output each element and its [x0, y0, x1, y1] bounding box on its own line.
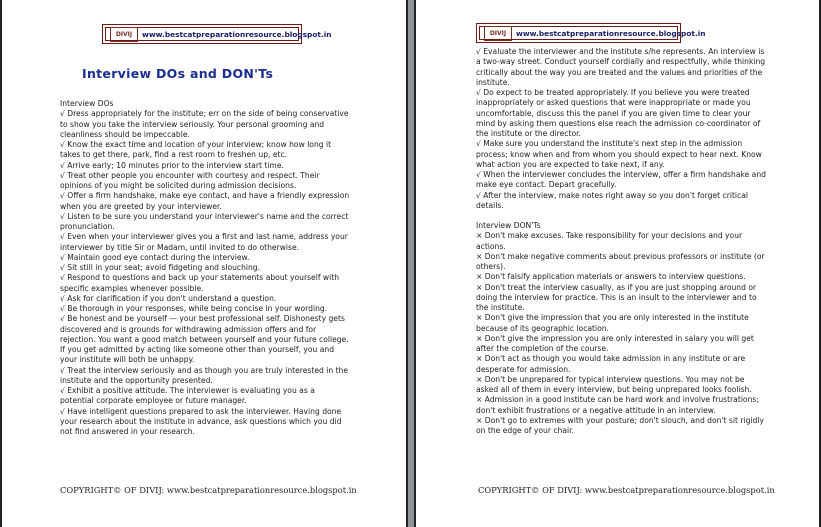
list-item: √ Be honest and be yourself — your best professional self. Dishonesty gets discovered and is grounds for withdrawing admission offers and for rejection. You want a good match between yourself and your future college. If you get admitted by acting like someone other than yourself, you and your institute will both be unhappy.: [60, 314, 349, 365]
list-item: √ Treat the interview seriously and as though you are truly interested in the institute and the opportunity presented.: [60, 365, 349, 385]
divij-logo: [110, 27, 138, 42]
list-item: √ Maintain good eye contact during the interview.: [60, 252, 250, 262]
list-item: √ Evaluate the interviewer and the institute s/he represents. An interview is a two-way street. Conduct yourself cordially and respectfully, while thinking critically about the way you are treated and the values and priorities of the institute.: [476, 47, 766, 87]
copyright-footer: COPYRIGHT© OF DIVIJ: www.bestcatpreparationresource.blogspot.in: [478, 485, 775, 495]
list-item: × Don't make negative comments about previous professors or institute (or others).: [476, 251, 765, 271]
list-item: √ Be thorough in your responses, while being concise in your wording.: [60, 304, 328, 313]
list-item: × Don't act as though you would take admission in any institute or are desperate for admission.: [476, 354, 746, 374]
list-item: × Don't go to extremes with your posture; don't slouch, and don't sit rigidly on the edge of your chair.: [476, 415, 764, 435]
logo-text: DIVIJ: [489, 29, 507, 37]
logo-text: DIVIJ: [115, 30, 133, 38]
list-item: √ Respond to questions and back up your statements about yourself with specific examples whenever possible.: [60, 273, 340, 293]
list-item: × Don't give the impression that you are only interested in the institute because of its geographic location.: [476, 313, 749, 333]
banner-url: www.bestcatpreparationresource.blogspot.in: [516, 28, 706, 38]
list-item: × Don't treat the interview casually, as if you are just shopping around or doing the interview for practice. This is an insult to the interviewer and to the institute.: [476, 282, 757, 312]
banner-url: www.bestcatpreparationresource.blogspot.in: [142, 29, 332, 39]
list-item: × Don't be unprepared for typical interview questions. You may not be asked all of them in every interview, but being unprepared looks foolish.: [476, 374, 752, 394]
list-item: √ Sit still in your seat; avoid fidgeting and slouching.: [60, 263, 261, 272]
list-item: √ Arrive early; 10 minutes prior to the interview start time.: [60, 160, 284, 170]
section-gap: [476, 211, 768, 221]
left-banner: [102, 24, 332, 44]
right-banner: [476, 23, 706, 43]
list-item: √ Treat other people you encounter with courtesy and respect. Their opinions of you might be solicited during admission decisions.: [60, 170, 320, 190]
divij-logo: [484, 26, 512, 41]
list-item: √ Even when your interviewer gives you a first and last name, address your interviewer by title Sir or Madam, until invited to do otherwise.: [60, 232, 348, 252]
right-page: [414, 0, 821, 527]
list-item: √ Know the exact time and location of your interview; know how long it takes to get there, park, find a rest room to freshen up, etc.: [60, 140, 332, 160]
list-item: √ Dress appropriately for the institute; err on the side of being conservative to show you take the interview seriously. Your personal grooming and cleanliness should be impeccable.: [60, 109, 349, 139]
list-item: √ When the interviewer concludes the interview, offer a firm handshake and make eye contact. Depart gracefully.: [476, 170, 766, 190]
list-item: × Don't falsify application materials or answers to interview questions.: [476, 272, 746, 282]
list-item: √ Make sure you understand the institute's next step in the admission process; know when and from whom you should expect to hear next. Know what action you are expected to take next, if any.: [476, 139, 762, 169]
list-item: × Admission in a good institute can be hard work and involve frustrations; don't exhibit frustrations or a negative attitude in an interview.: [476, 395, 759, 415]
dos-list: [60, 99, 350, 437]
list-item: √ Listen to be sure you understand your interviewer's name and the correct pronunciation.: [60, 211, 349, 231]
continued-list: [476, 47, 768, 436]
list-item: √ Exhibit a positive attitude. The interviewer is evaluating you as a potential corporate employee or future manager.: [60, 386, 315, 406]
list-item: √ Do expect to be treated appropriately. If you believe you were treated inappropriately or asked questions that were inappropriate or made you uncomfortable, discuss this the panel if you are given time to clear your mind by asking them questions else reach the admission co-coordinator of the institute or the director.: [476, 88, 761, 138]
dos-heading: Interview DOs: [60, 99, 114, 108]
list-item: √ Have intelligent questions prepared to ask the interviewer. Having done your research about the institute in advance, ask questions which you did not find answered in your research.: [60, 406, 342, 436]
page-title: Interview DOs and DON'Ts: [82, 66, 274, 81]
list-item: × Don't give the impression you are only interested in salary you will get after the completion of the course.: [476, 333, 754, 353]
list-item: √ Ask for clarification if you don't understand a question.: [60, 293, 277, 303]
donts-heading: Interview DON'Ts: [476, 221, 541, 230]
left-page: [0, 0, 408, 527]
copyright-footer: COPYRIGHT© OF DIVIJ: www.bestcatpreparationresource.blogspot.in: [60, 485, 357, 495]
list-item: √ After the interview, make notes right away so you don't forget critical details.: [476, 190, 748, 210]
list-item: × Don't make excuses. Take responsibility for your decisions and your actions.: [476, 231, 743, 251]
list-item: √ Offer a firm handshake, make eye contact, and have a friendly expression when you are greeted by your interviewer.: [60, 191, 350, 211]
